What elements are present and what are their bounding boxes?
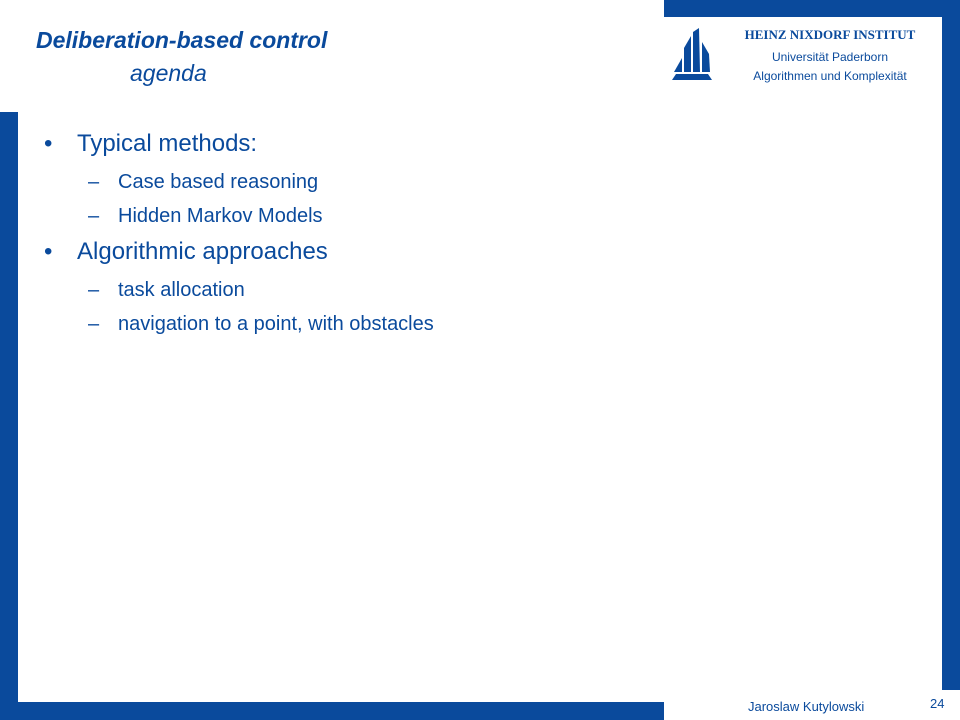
bullet-item: [44, 130, 257, 158]
university-name: Universität Paderborn: [771, 50, 889, 64]
sub-bullet-mark: –: [88, 279, 100, 301]
bullet-mark: •: [44, 130, 53, 157]
institute-name: HEINZ NIXDORF INSTITUT: [744, 27, 916, 42]
institute-logo-icon: [672, 28, 712, 80]
sub-bullet-text: task allocation: [118, 279, 245, 301]
slide-title: Deliberation-based control: [36, 27, 328, 53]
sub-bullet-item: [88, 279, 245, 302]
sub-bullet-item: [88, 313, 434, 336]
title-panel: [0, 0, 664, 112]
bullet-text: Algorithmic approaches: [77, 238, 328, 265]
sub-bullet-item: [88, 171, 318, 194]
bullet-item: [44, 238, 328, 266]
sub-bullet-mark: –: [88, 313, 100, 335]
department-name: Algorithmen und Komplexität: [753, 69, 907, 83]
sub-bullet-text: Case based reasoning: [118, 171, 319, 193]
content-panel: [18, 112, 942, 702]
footer-author: Jaroslaw Kutylowski: [748, 699, 865, 714]
sub-bullet-text: Hidden Markov Models: [118, 205, 323, 227]
slide-subtitle: agenda: [130, 60, 207, 86]
page-number: 24: [930, 696, 945, 711]
bullet-mark: •: [44, 238, 53, 265]
sub-bullet-item: [88, 205, 323, 228]
sub-bullet-mark: –: [88, 205, 100, 227]
sub-bullet-text: navigation to a point, with obstacles: [118, 313, 434, 335]
bullet-text: Typical methods:: [77, 130, 258, 157]
sub-bullet-mark: –: [88, 171, 100, 193]
